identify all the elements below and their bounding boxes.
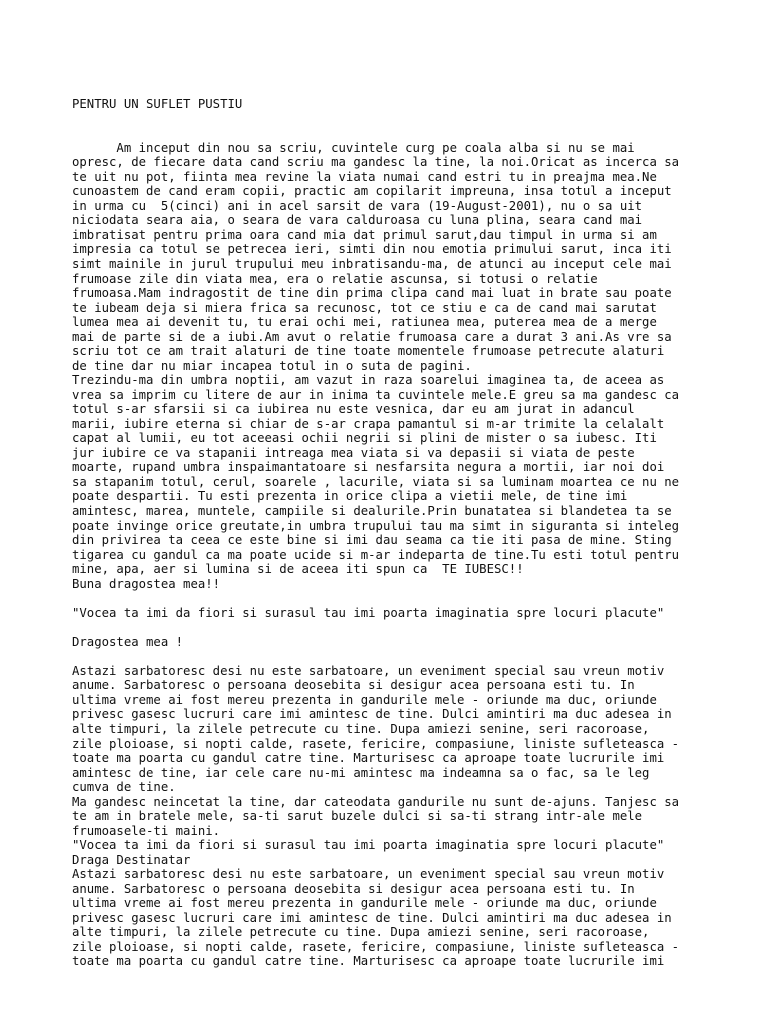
text-line: niciodata seara aia, o seara de vara calduroasa cu luna plina, seara cand mai <box>72 213 643 228</box>
text-line: Buna dragostea mea!! <box>72 576 221 591</box>
text-line: mai de parte si de a iubi.Am avut o relatie frumoasa care a durat 3 ani.As vre sa <box>72 329 672 344</box>
text-line: privesc gasesc lucruri care imi amintesc de tine. Dulci amintiri ma duc adesea in <box>72 910 672 925</box>
text-line: Trezindu-ma din umbra noptii, am vazut in raza soarelui imaginea ta, de aceea as <box>72 373 665 388</box>
text-line: cunoastem de cand eram copii, practic am copilarit impreuna, insa totul a inceput <box>72 184 672 199</box>
text-line: tigarea cu gandul ca ma poate ucide si m-ar indeparta de tine.Tu esti totul pentru <box>72 547 680 562</box>
text-line <box>72 591 762 606</box>
text-line: mine, apa, aer si lumina si de aceea iti spun ca TE IUBESC!! <box>72 562 524 577</box>
text-line: Astazi sarbatoresc desi nu este sarbatoare, un eveniment special sau vreun motiv <box>72 867 665 882</box>
text-line <box>72 649 762 664</box>
text-line: te am in bratele mele, sa-ti sarut buzele dulci si sa-ti strang intr-ale mele <box>72 809 643 824</box>
text-line: cumva de tine. <box>72 780 176 795</box>
text-line: totul s-ar sfarsii si ca iubirea nu este vesnica, dar eu am jurat in adancul <box>72 402 635 417</box>
text-line <box>72 620 762 635</box>
text-line: de tine dar nu miar incapea totul in o suta de pagini. <box>72 358 472 373</box>
text-line: Astazi sarbatoresc desi nu este sarbatoare, un eveniment special sau vreun motiv <box>72 663 665 678</box>
text-line: alte timpuri, la zilele petrecute cu tine. Dupa amiezi senine, seri racoroase, <box>72 721 650 736</box>
text-line: frumoasa.Mam indragostit de tine din prima clipa cand mai luat in brate sau poate <box>72 286 672 301</box>
document-title: PENTRU UN SUFLET PUSTIU <box>72 97 243 112</box>
text-line: opresc, de fiecare data cand scriu ma gandesc la tine, la noi.Oricat as incerca sa <box>72 155 680 170</box>
text-line: marii, iubire eterna si chiar de s-ar crapa pamantul si m-ar trimite la celalalt <box>72 416 665 431</box>
text-line: sa stapanim totul, cerul, soarele , lacurile, viata si sa luminam moartea ce nu ne <box>72 474 680 489</box>
text-line: Dragostea mea ! <box>72 634 184 649</box>
text-line: in urma cu 5(cinci) ani in acel sarsit de vara (19-August-2001), nu o sa uit <box>72 198 643 213</box>
text-line: imbratisat pentru prima oara cand mia dat primul sarut,dau timpul in urma si am <box>72 227 657 242</box>
text-line: simt mainile in jurul trupului meu inbratisandu-ma, de atunci au inceput cele mai <box>72 256 672 271</box>
text-line: toate ma poarta cu gandul catre tine. Marturisesc ca aproape toate lucrurile imi <box>72 954 665 969</box>
text-line: vrea sa imprim cu litere de aur in inima ta cuvintele mele.E greu sa ma gandesc ca <box>72 387 680 402</box>
text-line: Ma gandesc neincetat la tine, dar cateodata gandurile nu sunt de-ajuns. Tanjesc sa <box>72 794 680 809</box>
text-line: "Vocea ta imi da fiori si surasul tau imi poarta imaginatia spre locuri placute" <box>72 605 665 620</box>
text-line: ultima vreme ai fost mereu prezenta in gandurile mele - oriunde ma duc, oriunde <box>72 692 657 707</box>
text-line: frumoasele-ti maini. <box>72 823 221 838</box>
document-body <box>72 68 762 969</box>
text-line: jur iubire ce va stapanii intreaga mea viata si va depasii si viata de peste <box>72 445 635 460</box>
text-line: capat al lumii, eu tot aceeasi ochii negrii si plini de mister o sa iubesc. Iti <box>72 431 657 446</box>
text-line: Am inceput din nou sa scriu, cuvintele curg pe coala alba si nu se mai <box>72 140 635 155</box>
text-line: amintesc de tine, iar cele care nu-mi amintesc ma indeamna sa o fac, sa le leg <box>72 765 650 780</box>
text-line: te uit nu pot, fiinta mea revine la viata numai cand estri tu in preajma mea.Ne <box>72 169 657 184</box>
text-line: ultima vreme ai fost mereu prezenta in gandurile mele - oriunde ma duc, oriunde <box>72 896 657 911</box>
text-line: te iubeam deja si miera frica sa recunosc, tot ce stiu e ca de cand mai sarutat <box>72 300 657 315</box>
text-line: amintesc, marea, muntele, campiile si dealurile.Prin bunatatea si blandetea ta se <box>72 504 672 518</box>
text-line: lumea mea ai devenit tu, tu erai ochi mei, ratiunea mea, puterea mea de a merge <box>72 315 657 330</box>
text-line: scriu tot ce am trait alaturi de tine toate momentele frumoase petrecute alaturi <box>72 344 665 359</box>
text-line: zile ploioase, si nopti calde, rasete, fericire, compasiune, liniste sufleteasca - <box>72 736 680 751</box>
text-line: poate despartii. Tu esti prezenta in orice clipa a vietii mele, de tine imi <box>72 489 628 504</box>
text-line: moarte, rupand umbra inspaimantatoare si nesfarsita negura a mortii, iar noi doi <box>72 460 665 475</box>
text-line: anume. Sarbatoresc o persoana deosebita si desigur acea persoana esti tu. In <box>72 678 635 693</box>
text-line: privesc gasesc lucruri care imi amintesc de tine. Dulci amintiri ma duc adesea in <box>72 707 672 722</box>
text-line: frumoase zile din viata mea, era o relatie ascunsa, si totusi o relatie <box>72 271 598 286</box>
text-line: anume. Sarbatoresc o persoana deosebita si desigur acea persoana esti tu. In <box>72 881 635 896</box>
text-line: impresia ca totul se petrecea ieri, simti din nou emotia primului sarut, inca iti <box>72 242 672 257</box>
text-line: zile ploioase, si nopti calde, rasete, fericire, compasiune, liniste sufleteasca - <box>72 939 680 954</box>
text-line: din privirea ta ceea ce este bine si imi dau seama ca tie iti pasa de mine. Sting <box>72 533 672 548</box>
text-line: alte timpuri, la zilele petrecute cu tine. Dupa amiezi senine, seri racoroase, <box>72 925 650 940</box>
text-line: toate ma poarta cu gandul catre tine. Marturisesc ca aproape toate lucrurile imi <box>72 751 665 766</box>
text-line: "Vocea ta imi da fiori si surasul tau imi poarta imaginatia spre locuri placute" <box>72 838 665 853</box>
text-line: Draga Destinatar <box>72 852 191 867</box>
text-line: poate invinge orice greutate,in umbra trupului tau ma simt in siguranta si inteleg <box>72 518 680 533</box>
